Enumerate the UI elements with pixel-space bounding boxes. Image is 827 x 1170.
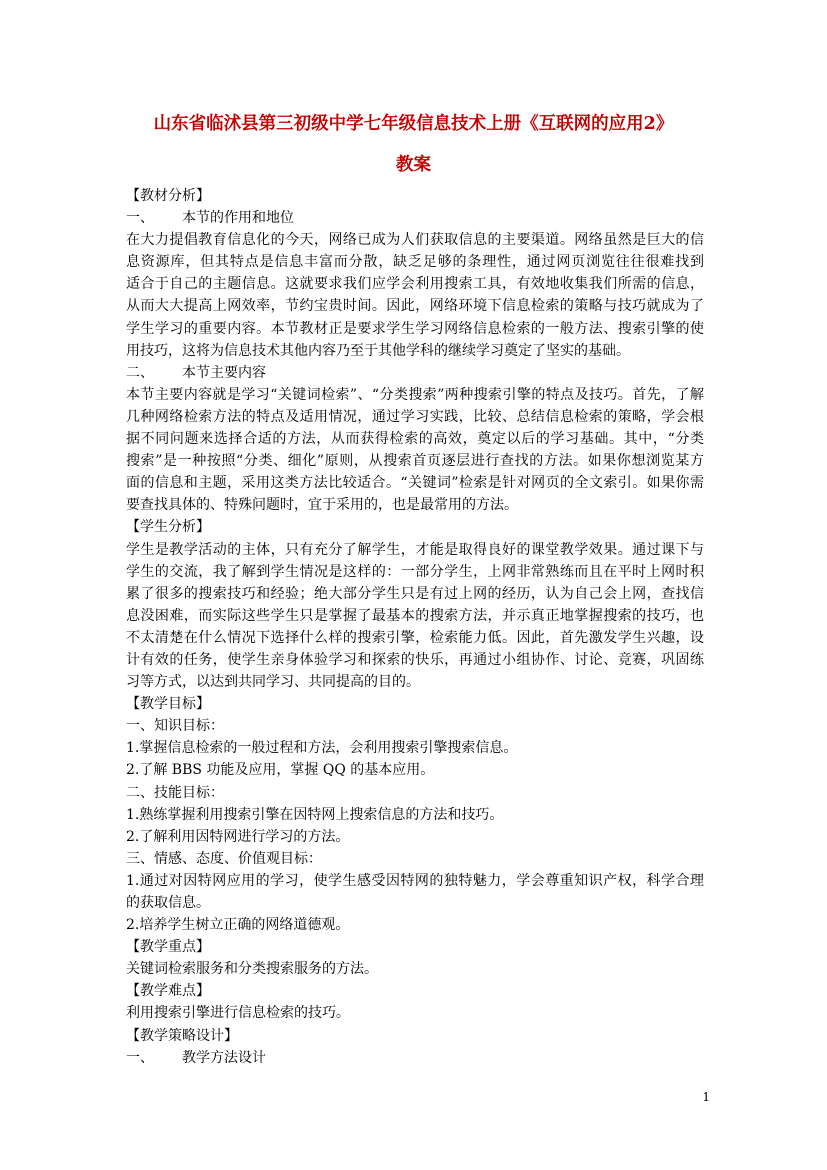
- paragraph-line: 息资源库，但其特点是信息丰富而分散，缺乏足够的条理性，通过网页浏览往往很难找到: [126, 254, 704, 271]
- section-heading-strategy: 【教学策略设计】: [126, 1027, 238, 1044]
- paragraph-line: 用技巧，这将为信息技术其他内容乃至于其他学科的继续学习奠定了坚实的基础。: [126, 342, 630, 359]
- subsection-number: 一、: [126, 210, 154, 227]
- document-title-line-1: 山东省临沭县第三初级中学七年级信息技术上册《互联网的应用2》: [153, 114, 674, 134]
- objective-item: 2.培养学生树立正确的网络道德观。: [126, 917, 350, 934]
- paragraph-line: 在大力提倡教育信息化的今天，网络已成为人们获取信息的主要渠道。网络虽然是巨大的信: [126, 232, 704, 249]
- paragraph-line: 计有效的任务，使学生亲身体验学习和探索的快乐，再通过小组协作、讨论、竞赛，巩固练: [126, 651, 704, 668]
- paragraph-line: 面的信息和主题，采用这类方法比较适合。“关键词”检索是针对网页的全文索引。如果你需: [126, 475, 704, 492]
- paragraph-line: 学生是教学活动的主体，只有充分了解学生，才能是取得良好的课堂教学效果。通过课下与: [126, 541, 704, 558]
- objective-item: 2.了解利用因特网进行学习的方法。: [126, 828, 350, 845]
- objective-item: 1.通过对因特网应用的学习，使学生感受因特网的独特魅力，学会尊重知识产权，科学合理: [126, 872, 704, 889]
- subsection-title: 教学方法设计: [182, 1049, 266, 1066]
- paragraph-line: 搜索”是一种按照“分类、细化”原则，从搜索首页逐层进行查找的方法。如果你想浏览某方: [126, 453, 704, 470]
- section-heading-textbook-analysis: 【教材分析】: [126, 188, 210, 204]
- paragraph-line: 从而大大提高上网效率，节约宝贵时间。因此，网络环境下信息检索的策略与技巧就成为了: [126, 298, 704, 315]
- subsection-heading-role: [126, 207, 704, 229]
- document-body: [126, 185, 704, 1069]
- paragraph-line: 不太清楚在什么情况下选择什么样的搜索引擎，检索能力低。因此，首先激发学生兴趣，设: [126, 629, 704, 646]
- paragraph-line: 几种网络检索方法的特点及适用情况，通过学习实践，比较、总结信息检索的策略，学会根: [126, 408, 704, 425]
- objective-heading-emotion: 三、情感、态度、价值观目标：: [126, 850, 322, 867]
- subsection-heading-method: [126, 1047, 704, 1069]
- objective-item: 1.掌握信息检索的一般过程和方法，会利用搜索引擎搜索信息。: [126, 740, 518, 757]
- subsection-title: 本节主要内容: [182, 364, 266, 381]
- subsection-number: 二、: [126, 364, 154, 381]
- subsection-title: 本节的作用和地位: [182, 210, 294, 227]
- objective-item: 2.了解 BBS 功能及应用，掌握 QQ 的基本应用。: [126, 762, 435, 779]
- section-heading-key-points: 【教学重点】: [126, 939, 210, 956]
- objective-heading-skill: 二、技能目标：: [126, 784, 224, 801]
- section-heading-student-analysis: 【学生分析】: [126, 519, 210, 536]
- paragraph-line: 学生的交流，我了解到学生情况是这样的：一部分学生，上网非常熟练而且在平时上网时积: [126, 563, 704, 580]
- paragraph-line: 据不同问题来选择合适的方法，从而获得检索的高效，奠定以后的学习基础。其中，“分类: [126, 431, 704, 448]
- paragraph-line: 要查找具体的、特殊问题时，宜于采用的，也是最常用的方法。: [126, 497, 518, 514]
- paragraph-line: 学生学习的重要内容。本节教材正是要求学生学习网络信息检索的一般方法、搜索引擎的使: [126, 320, 704, 337]
- paragraph-line: 息没困难，而实际这些学生只是掌握了最基本的搜索方法，并示真正地掌握搜索的技巧，也: [126, 607, 704, 624]
- difficulties-text: 利用搜索引擎进行信息检索的技巧。: [126, 1005, 350, 1022]
- paragraph-line: 本节主要内容就是学习“关键词检索”、“分类搜索”两种搜索引擎的特点及技巧。首先，了解: [126, 386, 704, 403]
- section-heading-objectives: 【教学目标】: [126, 696, 210, 713]
- key-points-text: 关键词检索服务和分类搜索服务的方法。: [126, 961, 378, 978]
- objective-heading-knowledge: 一、知识目标：: [126, 718, 224, 735]
- objective-item: 的获取信息。: [126, 895, 210, 911]
- subsection-number: 一、: [126, 1049, 154, 1066]
- objective-item: 1.熟练掌握利用搜索引擎在因特网上搜索信息的方法和技巧。: [126, 806, 504, 823]
- page-number: 1: [702, 1090, 710, 1104]
- document-title-line-2: 教案: [396, 155, 431, 175]
- paragraph-line: 适合于自己的主题信息。这就要求我们应学会利用搜索工具，有效地收集我们所需的信息，: [126, 276, 704, 293]
- paragraph-line: 习等方式，以达到共同学习、共同提高的目的。: [126, 674, 420, 691]
- paragraph-line: 累了很多的搜索技巧和经验；绝大部分学生只是有过上网的经历，认为自己会上网，查找信: [126, 585, 704, 602]
- section-heading-difficulties: 【教学难点】: [126, 983, 210, 1000]
- subsection-heading-main-content: [126, 362, 704, 384]
